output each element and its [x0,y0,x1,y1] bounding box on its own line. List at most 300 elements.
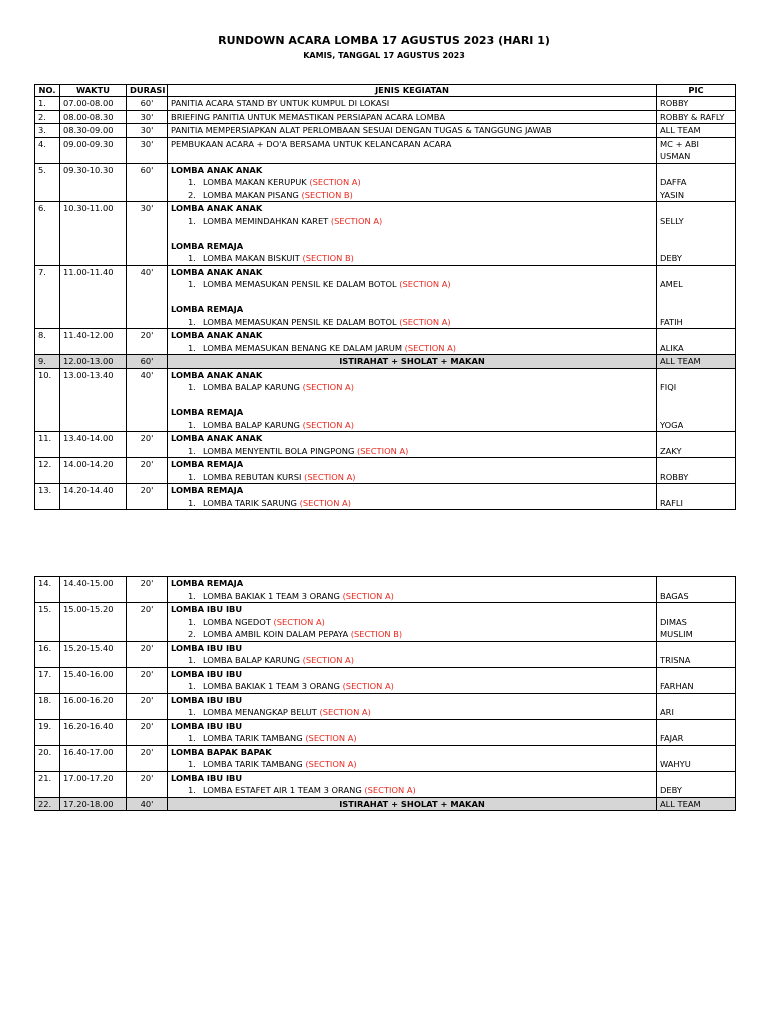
competition-item [171,732,653,745]
row-activity [168,745,657,771]
pic-name: BAGAS [660,590,689,601]
table-row [35,745,736,771]
row-time: 11.00-11.40 [60,265,127,329]
table-row [35,484,736,510]
item-name: LOMBA MENYENTIL BOLA PINGPONG [203,445,358,456]
competition-item [171,616,653,629]
row-activity [168,641,657,667]
row-duration: 30' [127,110,168,124]
competition-item [171,471,653,484]
row-duration: 30' [127,137,168,163]
item-number: 1. [188,382,196,392]
category-header: LOMBA ANAK ANAK [171,369,263,380]
document-subtitle: KAMIS, TANGGAL 17 AGUSTUS 2023 [303,51,465,60]
competition-item [171,758,653,771]
pic-name: ALL TEAM [660,356,701,366]
item-section: (SECTION A) [299,497,351,508]
row-number: 17. [35,667,60,693]
competition-item [171,590,653,603]
row-pic [657,329,736,355]
item-number: 1. [188,342,196,353]
row-duration: 30' [127,124,168,138]
row-activity [168,484,657,510]
row-pic [657,202,736,266]
row-activity [168,458,657,484]
item-name: LOMBA MENANGKAP BELUT [203,707,320,717]
category-header: LOMBA REMAJA [171,459,244,469]
item-number: 1. [188,471,196,482]
item-section: (SECTION A) [305,759,357,769]
row-number: 4. [35,137,60,163]
row-time: 16.00-16.20 [60,693,127,719]
row-activity [168,163,657,202]
schedule-table-1 [34,84,736,510]
pic-name: WAHYU [660,759,691,769]
row-activity [168,771,657,797]
row-time: 08.30-09.00 [60,124,127,138]
row-duration: 40' [127,368,168,432]
pic-name [660,603,732,616]
row-number: 3. [35,124,60,138]
row-activity [168,693,657,719]
pic-name [660,406,732,419]
competition-item [171,176,653,189]
pic-name [660,303,732,316]
row-pic [657,97,736,111]
item-name: LOMBA MEMASUKAN BENANG KE DALAM JARUM [203,342,405,353]
pic-name: TRISNA [660,655,691,665]
row-activity [168,577,657,603]
item-name: LOMBA MAKAN PISANG [203,189,302,200]
pic-name [660,668,732,681]
row-time: 13.00-13.40 [60,368,127,432]
item-number: 1. [188,445,196,456]
pic-name: MUSLIM [660,629,693,639]
pic-name [660,266,732,279]
competition-item [171,706,653,719]
pic-name: ALL TEAM [660,798,701,809]
row-pic [657,603,736,642]
item-section: (SECTION A) [342,681,394,691]
table-row [35,432,736,458]
item-number: 1. [188,497,196,508]
row-pic [657,110,736,124]
row-pic [657,163,736,202]
item-section: (SECTION A) [273,616,325,627]
pic-name [660,227,732,240]
category-header: LOMBA REMAJA [171,485,244,495]
item-number: 2. [188,629,196,639]
pic-name [660,164,732,177]
item-number: 2. [188,189,196,200]
row-time: 09.00-09.30 [60,137,127,163]
item-name: LOMBA TARIK TAMBANG [203,759,306,769]
row-activity [168,202,657,266]
row-number: 18. [35,693,60,719]
row-pic [657,797,736,811]
row-pic [657,771,736,797]
item-section: (SECTION A) [342,590,394,601]
row-duration: 40' [127,265,168,329]
row-time: 10.30-11.00 [60,202,127,266]
activity-text: PANITIA ACARA STAND BY UNTUK KUMPUL DI LOKASI [171,98,390,108]
item-name: LOMBA AMBIL KOIN DALAM PEPAYA [203,629,351,639]
row-duration: 20' [127,667,168,693]
pic-name: FAJAR [660,733,684,743]
row-duration: 20' [127,458,168,484]
table-row [35,368,736,432]
item-number: 1. [188,590,196,601]
item-number: 1. [188,215,196,226]
row-pic [657,641,736,667]
pic-name [660,694,732,707]
competition-item [171,252,653,265]
table-row [35,458,736,484]
item-section: (SECTION B) [301,189,353,200]
header-no: NO. [35,85,60,97]
table-row [35,693,736,719]
item-number: 1. [188,707,196,717]
competition-item [171,654,653,667]
row-number: 22. [35,797,60,811]
competition-item [171,215,653,228]
pic-name [660,369,732,382]
row-activity [168,110,657,124]
competition-item [171,784,653,797]
pic-name [660,202,732,215]
row-pic [657,458,736,484]
competition-item [171,445,653,458]
table-row [35,97,736,111]
category-header: LOMBA ANAK ANAK [171,203,263,213]
row-number: 12. [35,458,60,484]
row-activity [168,355,657,369]
row-duration: 20' [127,693,168,719]
pic-name: DEBY [660,785,682,795]
row-duration: 20' [127,577,168,603]
row-duration: 20' [127,771,168,797]
item-number: 1. [188,733,196,743]
category-header: LOMBA REMAJA [171,578,244,588]
row-time: 17.00-17.20 [60,771,127,797]
item-name: LOMBA REBUTAN KURSI [203,471,305,482]
category-header: LOMBA REMAJA [171,407,244,417]
row-duration: 20' [127,432,168,458]
row-pic [657,355,736,369]
pic-name: FARHAN [660,681,694,691]
item-name: LOMBA ESTAFET AIR 1 TEAM 3 ORANG [203,785,365,795]
header-duration: DURASI [127,85,168,97]
item-section: (SECTION A) [302,419,354,430]
table-row [35,137,736,163]
item-name: LOMBA TARIK TAMBANG [203,733,306,743]
row-time: 09.30-10.30 [60,163,127,202]
row-number: 6. [35,202,60,266]
item-section: (SECTION A) [305,733,357,743]
row-duration: 20' [127,641,168,667]
row-pic [657,137,736,163]
category-header: LOMBA IBU IBU [171,772,243,783]
table-row [35,577,736,603]
competition-item [171,189,653,202]
category-header: LOMBA IBU IBU [171,720,243,731]
pic-name: ROBBY & RAFLY [660,111,725,122]
item-name: LOMBA MEMASUKAN PENSIL KE DALAM BOTOL [203,316,400,327]
table-row [35,641,736,667]
row-time: 13.40-14.00 [60,432,127,458]
header-activity: JENIS KEGIATAN [168,85,657,97]
item-name: LOMBA BALAP KARUNG [203,382,303,392]
item-section: (SECTION A) [302,382,354,392]
row-number: 9. [35,355,60,369]
row-duration: 20' [127,745,168,771]
table-row [35,265,736,329]
item-number: 1. [188,655,196,665]
table-row [35,329,736,355]
row-pic [657,577,736,603]
row-time: 16.40-17.00 [60,745,127,771]
table-row [35,110,736,124]
row-number: 8. [35,329,60,355]
row-time: 15.00-15.20 [60,603,127,642]
pic-name [660,329,732,342]
pic-name: DEBY [660,253,682,263]
row-pic [657,484,736,510]
pic-name [660,746,732,759]
row-activity [168,97,657,111]
category-header: LOMBA REMAJA [171,304,244,314]
row-number: 20. [35,745,60,771]
pic-name: MC + ABI [660,138,699,149]
row-time: 11.40-12.00 [60,329,127,355]
item-name: LOMBA MAKAN KERUPUK [203,177,310,187]
item-name: LOMBA BALAP KARUNG [203,655,303,665]
category-header: LOMBA ANAK ANAK [171,164,263,175]
item-name: LOMBA BALAP KARUNG [203,419,303,430]
table-header-row [35,85,736,97]
pic-name: ARI [660,707,674,717]
item-name: LOMBA MAKAN BISKUIT [203,253,303,263]
row-activity [168,137,657,163]
pic-name: DAFFA [660,177,687,187]
group-spacer [171,394,653,407]
document-title: RUNDOWN ACARA LOMBA 17 AGUSTUS 2023 (HARI 1) [218,34,550,47]
row-activity [168,797,657,811]
table-row [35,719,736,745]
category-header: LOMBA IBU IBU [171,694,243,705]
item-name: LOMBA MEMASUKAN PENSIL KE DALAM BOTOL [203,279,400,289]
pic-name: ROBBY [660,471,689,482]
item-number: 1. [188,316,196,327]
item-section: (SECTION A) [364,785,416,795]
row-number: 2. [35,110,60,124]
category-header: LOMBA IBU IBU [171,668,243,679]
category-header: LOMBA IBU IBU [171,642,243,653]
row-number: 1. [35,97,60,111]
row-time: 17.20-18.00 [60,797,127,811]
break-row [35,355,736,369]
item-name: LOMBA BAKIAK 1 TEAM 3 ORANG [203,590,343,601]
pic-name: YOGA [660,419,684,430]
competition-item [171,342,653,355]
item-section: (SECTION A) [399,279,451,289]
item-section: (SECTION A) [330,215,383,226]
break-label: ISTIRAHAT + SHOLAT + MAKAN [339,356,485,366]
row-pic [657,368,736,432]
break-row [35,797,736,811]
row-duration: 60' [127,97,168,111]
row-activity [168,719,657,745]
break-label: ISTIRAHAT + SHOLAT + MAKAN [339,798,485,809]
schedule-table-2 [34,576,736,811]
row-activity [168,265,657,329]
row-pic [657,124,736,138]
pic-name: YASIN [660,189,685,200]
pic-name [660,642,732,655]
pic-name [660,772,732,785]
category-header: LOMBA ANAK ANAK [171,266,263,277]
pic-name [660,394,732,407]
competition-item [171,419,653,432]
category-header: LOMBA ANAK ANAK [171,330,263,340]
item-section: (SECTION B) [350,629,403,639]
item-section: (SECTION A) [404,342,456,353]
pic-name: ROBBY [660,98,689,108]
competition-item [171,278,653,291]
item-name: LOMBA MEMINDAHKAN KARET [203,215,331,226]
item-section: (SECTION A) [302,655,354,665]
row-duration: 20' [127,719,168,745]
item-section: (SECTION A) [357,445,409,456]
row-number: 19. [35,719,60,745]
item-name: LOMBA BAKIAK 1 TEAM 3 ORANG [203,681,343,691]
row-activity [168,368,657,432]
pic-name [660,577,732,590]
pic-name: SELLY [660,215,684,226]
row-pic [657,693,736,719]
category-header: LOMBA ANAK ANAK [171,433,263,443]
item-number: 1. [188,681,196,691]
row-duration: 20' [127,603,168,642]
item-name: LOMBA NGEDOT [203,616,274,627]
pic-name [660,291,732,304]
row-time: 16.20-16.40 [60,719,127,745]
header-time: WAKTU [60,85,127,97]
pic-name: ALL TEAM [660,125,701,135]
row-duration: 20' [127,484,168,510]
row-time: 14.00-14.20 [60,458,127,484]
row-activity [168,603,657,642]
pic-name: AMEL [660,279,683,289]
item-name: LOMBA TARIK SARUNG [203,497,300,508]
row-time: 15.40-16.00 [60,667,127,693]
row-number: 14. [35,577,60,603]
row-activity [168,432,657,458]
row-activity [168,667,657,693]
item-number: 1. [188,419,196,430]
row-number: 11. [35,432,60,458]
activity-text: BRIEFING PANITIA UNTUK MEMASTIKAN PERSIAPAN ACARA LOMBA [171,111,446,122]
pic-name: FIQI [660,382,677,392]
item-number: 1. [188,279,196,289]
row-number: 16. [35,641,60,667]
pic-name: ALIKA [660,342,684,353]
row-activity [168,124,657,138]
row-time: 14.20-14.40 [60,484,127,510]
row-duration: 60' [127,163,168,202]
category-header: LOMBA REMAJA [171,240,244,251]
competition-item [171,316,653,329]
row-pic [657,719,736,745]
item-section: (SECTION A) [399,316,451,327]
table-row [35,667,736,693]
row-activity [168,329,657,355]
competition-item [171,497,653,510]
row-number: 13. [35,484,60,510]
competition-item [171,628,653,641]
category-header: LOMBA IBU IBU [171,604,243,614]
row-duration: 40' [127,797,168,811]
pic-name [660,240,732,253]
competition-item [171,381,653,394]
table-row [35,603,736,642]
item-number: 1. [188,785,196,795]
row-time: 12.00-13.00 [60,355,127,369]
item-section: (SECTION A) [309,177,361,187]
table-row [35,163,736,202]
row-duration: 60' [127,355,168,369]
row-number: 21. [35,771,60,797]
row-time: 14.40-15.00 [60,577,127,603]
group-spacer [171,227,653,240]
group-spacer [171,291,653,304]
row-pic [657,265,736,329]
table-row [35,124,736,138]
pic-name: RAFLI [660,497,683,508]
row-pic [657,667,736,693]
pic-name: DIMAS [660,616,687,627]
pic-name: FATIH [660,316,683,327]
item-number: 1. [188,253,196,263]
competition-item [171,680,653,693]
row-duration: 30' [127,202,168,266]
pic-name [660,720,732,733]
row-pic [657,432,736,458]
item-section: (SECTION B) [302,253,354,263]
row-number: 5. [35,163,60,202]
category-header: LOMBA BAPAK BAPAK [171,746,272,757]
row-time: 08.00-08.30 [60,110,127,124]
table-row [35,771,736,797]
pic-name: USMAN [660,151,691,161]
row-number: 15. [35,603,60,642]
row-number: 10. [35,368,60,432]
row-pic [657,745,736,771]
row-number: 7. [35,265,60,329]
item-number: 1. [188,616,196,627]
table-row [35,202,736,266]
pic-name: ZAKY [660,445,682,456]
row-time: 07.00-08.00 [60,97,127,111]
pic-name [660,432,732,445]
item-number: 1. [188,759,196,769]
header-pic: PIC [657,85,736,97]
row-time: 15.20-15.40 [60,641,127,667]
activity-text: PANITIA MEMPERSIAPKAN ALAT PERLOMBAAN SESUAI DENGAN TUGAS & TANGGUNG JAWAB [171,125,552,135]
item-section: (SECTION A) [319,707,371,717]
row-duration: 20' [127,329,168,355]
pic-name [660,484,732,497]
